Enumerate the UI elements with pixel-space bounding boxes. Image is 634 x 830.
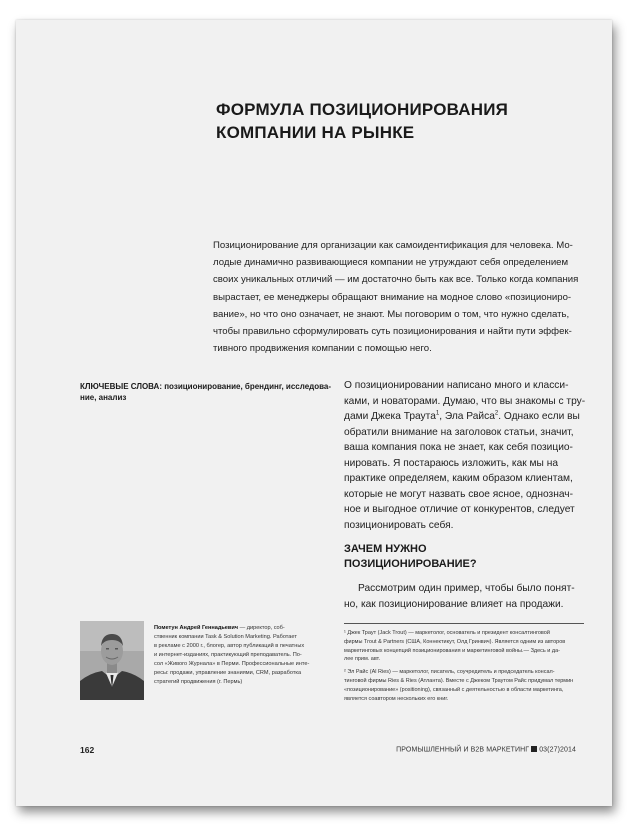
title-line: КОМПАНИИ НА РЫНКЕ	[216, 123, 415, 142]
page-number: 162	[80, 745, 95, 755]
footnotes	[344, 629, 594, 703]
lead-line: вырастает, ее менеджеры обращают внимание на модное слово «позициониро-	[213, 291, 572, 303]
lead-line: вание», но что оно означает, не знают. Мы поговорим о том, что нужно сделать,	[213, 308, 570, 320]
journal-name: ПРОМЫШЛЕННЫЙ И B2B МАРКЕТИНГ	[396, 746, 530, 754]
footnote-line: является соавтором нескольких его книг.	[344, 695, 449, 702]
bio-line: стратегий продвижения (г. Пермь)	[154, 679, 243, 685]
body-line: обратили внимание на заголовок статьи, значит,	[344, 426, 574, 438]
article-lead	[213, 237, 587, 357]
section-paragraph	[344, 581, 594, 612]
body-line	[344, 409, 594, 425]
body-line: ваша компания пока не знает, как себя позицио-	[344, 442, 573, 453]
article-title	[216, 98, 556, 144]
title-line: ФОРМУЛА ПОЗИЦИОНИРОВАНИЯ	[216, 100, 509, 119]
section-line: Рассмотрим один пример, чтобы было понят-	[358, 583, 575, 594]
footnote-line: лее прим. авт.	[344, 656, 381, 663]
magazine-page	[16, 20, 612, 806]
issue-number: 03(27)2014	[539, 746, 576, 754]
footnote-ref-1[interactable]: 1	[435, 410, 440, 417]
body-line: ное и выгодное отличие от конкурентов, следует	[344, 504, 575, 515]
lead-line: тивного продвижения компании с помощью него.	[213, 343, 432, 355]
body-line: которые не могут назвать свое ясное, однознач-	[344, 488, 573, 500]
footnote-line: ¹ Джек Траут (Jack Trout) — маркетолог, основатель и президент консалтинговой	[344, 630, 550, 636]
body-line-part: дами Джека Траута	[344, 411, 436, 422]
body-line-part: . Однако если вы	[498, 411, 580, 422]
journal-footer	[396, 746, 576, 754]
footnote-divider	[344, 623, 584, 624]
footnote-line: маркетинговых концепций позиционирования и маркетинговой войны.— Здесь и да-	[344, 647, 561, 654]
author-photo	[80, 621, 144, 700]
bio-line: ственник компании Task & Solution Marketing. Работает	[154, 634, 297, 640]
body-line: ками, и новаторами. Думаю, что вы знакомы с тру-	[344, 395, 586, 407]
footnote-ref-2[interactable]: 2	[494, 410, 499, 417]
lead-line: лодые динамично развивающиеся компании не утруждают себя определением	[213, 257, 569, 269]
section-line: но, как позиционирование влияет на продажи.	[344, 598, 564, 610]
body-line-part: , Эла Райса	[439, 411, 495, 422]
bio-line	[154, 624, 329, 633]
bio-text: — директор, соб-	[238, 625, 285, 631]
body-paragraph	[344, 378, 594, 533]
body-line: О позиционировании написано много и класси-	[344, 380, 569, 391]
lead-line: Позиционирование для организации как самоидентификация для человека. Мо-	[213, 240, 573, 251]
footnote-line: «позиционирование» (positioning), связанный с деятельностью в области маркетинга,	[344, 686, 564, 693]
bio-line: сол «Живого Журнала» в Перми. Профессиональные инте-	[154, 661, 310, 667]
square-bullet-icon	[531, 746, 537, 752]
bio-line: в рекламе с 2000 г., блогер, автор публикаций в печатных	[154, 643, 305, 649]
keywords-line: ние, анализ	[80, 393, 127, 402]
author-portrait-icon	[80, 621, 144, 700]
author-name: Пометун Андрей Геннадьевич	[154, 625, 239, 631]
lead-line: чтобы правильно сформулировать суть позиционирования и найти пути эффек-	[213, 326, 572, 338]
section-heading	[344, 542, 594, 571]
body-line: нировать. Я постараюсь изложить, как мы на	[344, 457, 558, 469]
body-line: позиционировать себя.	[344, 519, 454, 531]
subhead-line: ЗАЧЕМ НУЖНО	[344, 543, 427, 555]
body-line: практике определяем, каким образом клиентам,	[344, 473, 573, 484]
bio-line: и интернет-изданиях, практикующий преподаватель. По-	[154, 652, 302, 658]
footnote-line: тинговой фирмы Ries & Ries (Атланта). Вместе с Джеком Траутом Райс придумал термин	[344, 677, 574, 684]
footnote-line: ² Эл Райс (Al Ries) — маркетолог, писатель, соучредитель и председатель консал-	[344, 669, 555, 676]
lead-line: своих уникальных отличий — им достаточно быть как все. Только когда компания	[213, 274, 579, 286]
footnote-line: фирмы Trout & Partners (США, Коннектикут, Олд Гринвич). Является одним из авторов	[344, 638, 566, 645]
bio-line: ресы: продажи, управление знаниями, CRM, разработка	[154, 670, 302, 676]
author-bio	[154, 624, 329, 687]
keywords-line: КЛЮЧЕВЫЕ СЛОВА: позиционирование, брендинг, исследова-	[80, 382, 332, 391]
keywords-block	[80, 381, 330, 403]
subhead-line: ПОЗИЦИОНИРОВАНИЕ?	[344, 557, 477, 570]
